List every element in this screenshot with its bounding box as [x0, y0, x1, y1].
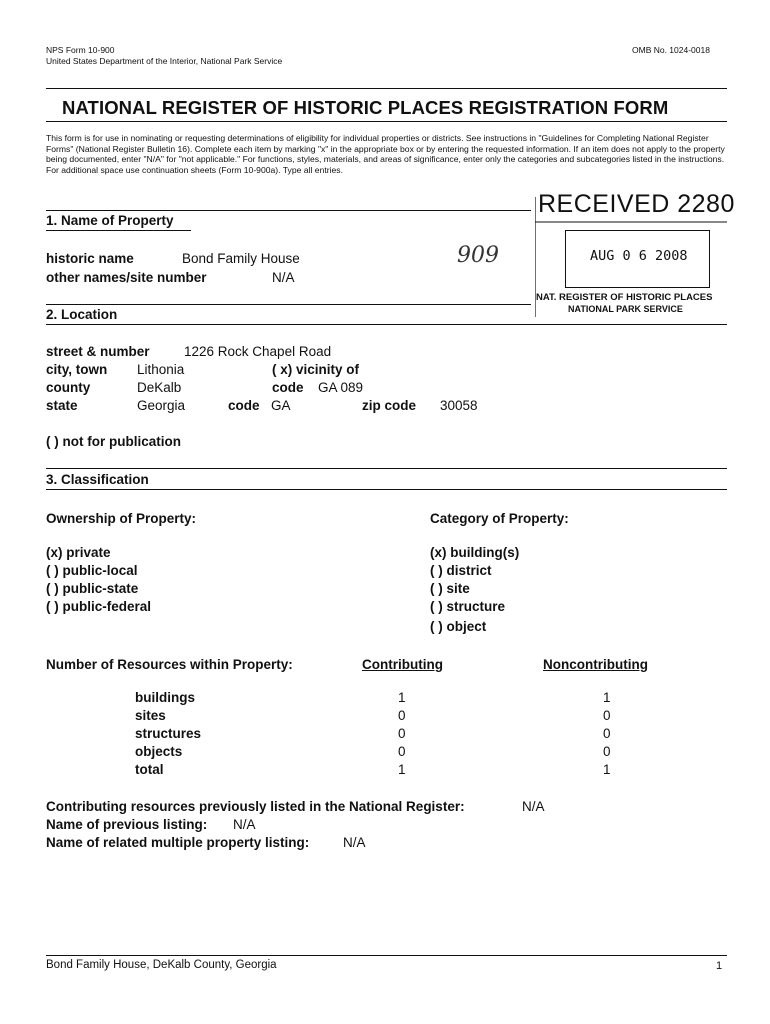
vicinity-checkbox: ( x) vicinity of — [272, 362, 360, 377]
section1-top-rule — [46, 210, 531, 211]
previously-listed-value: N/A — [522, 799, 545, 814]
county-value: DeKalb — [137, 380, 182, 395]
category-option: ( ) object — [430, 619, 487, 634]
zip-label: zip code — [362, 398, 417, 413]
section2-heading: 2. Location — [46, 307, 118, 322]
resource-row-contributing: 0 — [398, 708, 406, 723]
form-number: NPS Form 10-900 — [46, 45, 115, 55]
other-names-label: other names/site number — [46, 270, 207, 285]
state-value: Georgia — [137, 398, 186, 413]
page-title: NATIONAL REGISTER OF HISTORIC PLACES REGISTRATION FORM — [62, 97, 669, 118]
previous-listing-label: Name of previous listing: — [46, 817, 208, 832]
footer-rule — [46, 955, 727, 956]
noncontributing-column-header: Noncontributing — [543, 657, 648, 672]
category-option: ( ) structure — [430, 599, 506, 614]
county-label: county — [46, 380, 91, 395]
previously-listed-label: Contributing resources previously listed in the National Register: — [46, 799, 465, 814]
instructions-paragraph: This form is for use in nominating or requesting determinations of eligibility for individual properties or districts. See instructions in "Guidelines for Completing National Register Forms" (National Register Bulletin 16). Complete each item by marking "x" in the appropriate box or by entering the requested information. If an item does not apply to the property being documented, enter "N/A" for "not applicable." For functions, styles, materials, and areas of significance, enter only the categories and subcategories listed in the instructions. For additional space use continuation sheets (Form 10-900a). Type all entries. — [46, 133, 725, 175]
resource-row-label: sites — [135, 708, 166, 723]
resource-row-contributing: 1 — [398, 762, 406, 777]
county-code-value: GA 089 — [318, 380, 364, 395]
footer-property: Bond Family House, DeKalb County, Georgia — [46, 959, 277, 971]
ownership-option: (x) private — [46, 545, 111, 560]
related-listing-value: N/A — [343, 835, 366, 850]
section3-top-rule — [46, 468, 727, 469]
state-code-label: code — [228, 398, 260, 413]
ownership-option: ( ) public-state — [46, 581, 139, 596]
category-option: ( ) district — [430, 563, 492, 578]
ownership-heading: Ownership of Property: — [46, 511, 197, 526]
section3-heading: 3. Classification — [46, 472, 149, 487]
historic-name-label: historic name — [46, 251, 134, 266]
section1-underline — [46, 230, 191, 231]
street-value: 1226 Rock Chapel Road — [184, 344, 332, 359]
resource-row-label: structures — [135, 726, 202, 741]
category-option: (x) building(s) — [430, 545, 520, 560]
resources-heading: Number of Resources within Property: — [46, 657, 293, 672]
resource-row-contributing: 1 — [398, 690, 406, 705]
resource-row-noncontributing: 0 — [603, 726, 611, 741]
not-for-publication: ( ) not for publication — [46, 434, 181, 449]
resource-row-label: buildings — [135, 690, 195, 705]
city-value: Lithonia — [137, 362, 185, 377]
related-listing-label: Name of related multiple property listing: — [46, 835, 310, 850]
stamp-date: AUG 0 6 2008 — [590, 248, 688, 264]
stamp-register-line: NAT. REGISTER OF HISTORIC PLACES — [536, 292, 713, 303]
resource-row-label: objects — [135, 744, 183, 759]
section3-underline — [46, 489, 727, 490]
resource-row-noncontributing: 0 — [603, 708, 611, 723]
ownership-option: ( ) public-federal — [46, 599, 152, 614]
department-line: United States Department of the Interior, National Park Service — [46, 56, 283, 66]
state-code-value: GA — [271, 398, 291, 413]
state-label: state — [46, 398, 78, 413]
section2-top-rule — [46, 304, 531, 305]
zip-value: 30058 — [440, 398, 478, 413]
category-option: ( ) site — [430, 581, 470, 596]
resource-row-noncontributing: 1 — [603, 690, 611, 705]
resource-row-noncontributing: 0 — [603, 744, 611, 759]
handwritten-number: 909 — [457, 243, 499, 268]
received-stamp-text: RECEIVED 2280 — [538, 190, 735, 218]
previous-listing-value: N/A — [233, 817, 256, 832]
resource-row-contributing: 0 — [398, 744, 406, 759]
section2-underline — [46, 324, 727, 325]
omb-number: OMB No. 1024-0018 — [632, 45, 710, 55]
section1-heading: 1. Name of Property — [46, 213, 174, 228]
resource-row-label: total — [135, 762, 164, 777]
street-label: street & number — [46, 344, 150, 359]
title-top-rule — [46, 88, 727, 89]
historic-name-value: Bond Family House — [182, 251, 300, 266]
contributing-column-header: Contributing — [362, 657, 443, 672]
title-bottom-rule — [46, 121, 727, 122]
category-heading: Category of Property: — [430, 511, 569, 526]
other-names-value: N/A — [272, 270, 295, 285]
stamp-service-line: NATIONAL PARK SERVICE — [568, 304, 683, 314]
resource-row-contributing: 0 — [398, 726, 406, 741]
city-label: city, town — [46, 362, 108, 377]
page-number: 1 — [716, 960, 723, 972]
county-code-label: code — [272, 380, 304, 395]
resource-row-noncontributing: 1 — [603, 762, 611, 777]
ownership-option: ( ) public-local — [46, 563, 138, 578]
